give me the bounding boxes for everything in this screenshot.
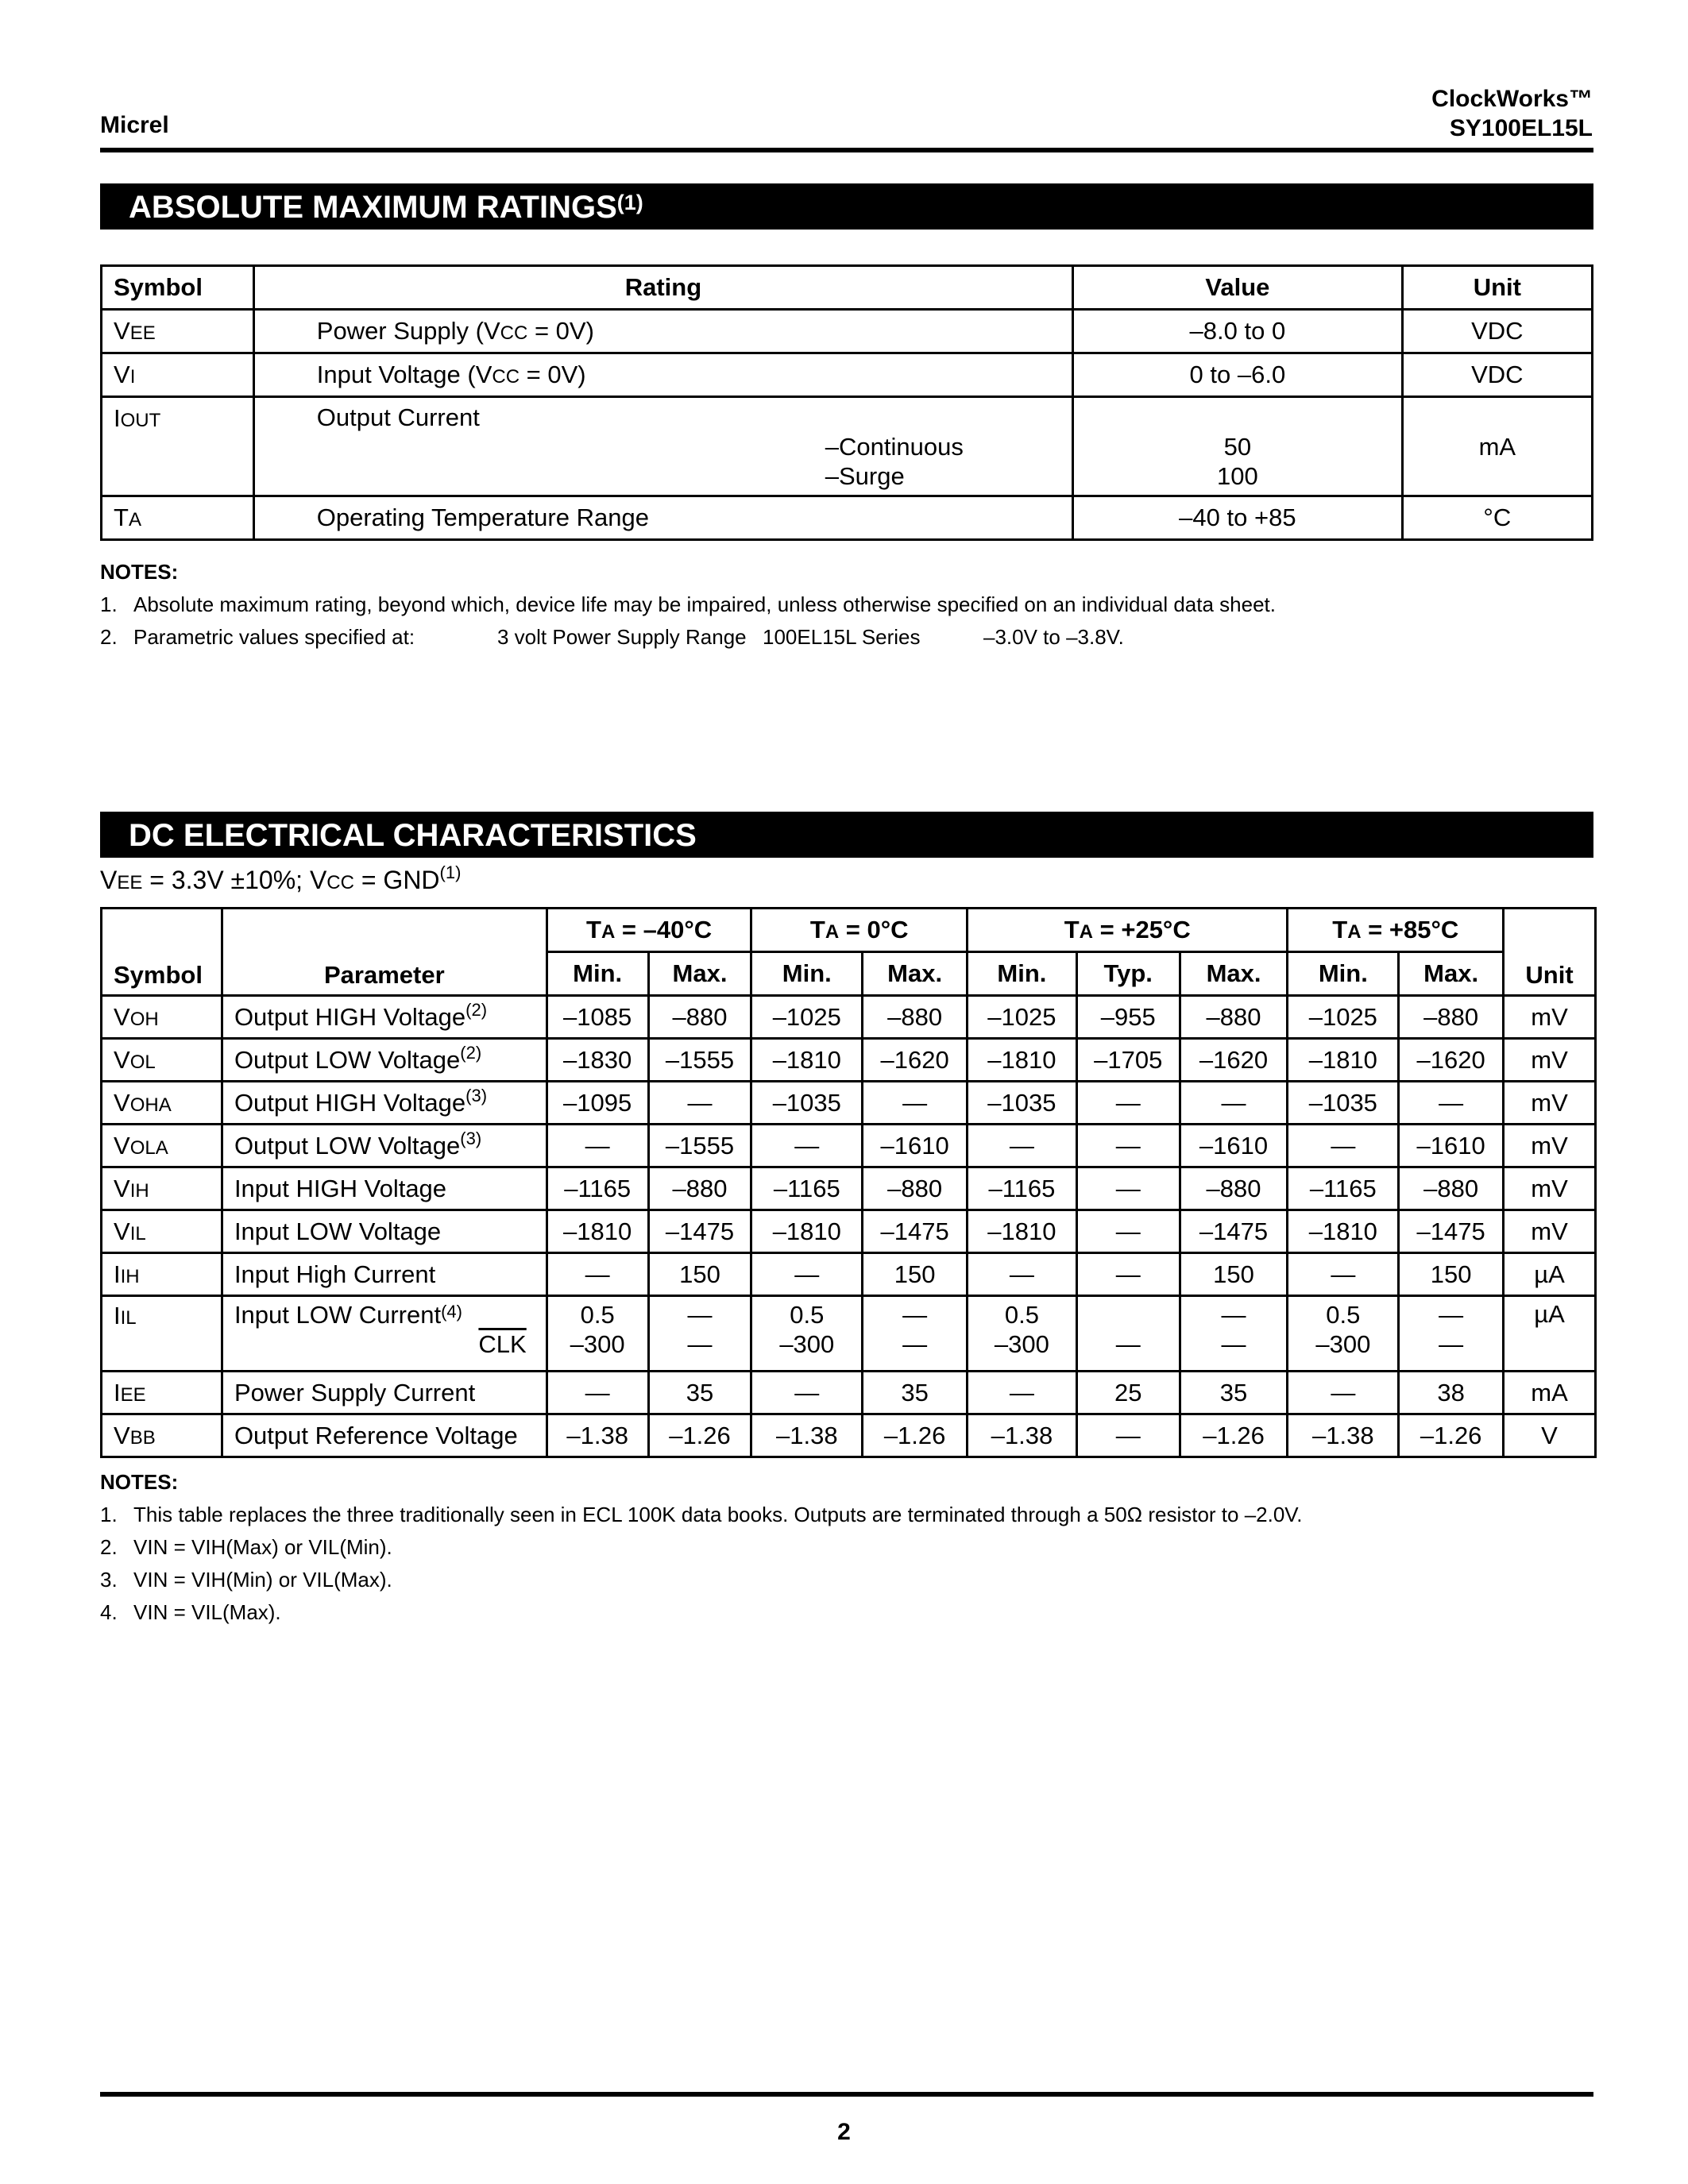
value-cell: –1810 xyxy=(968,1210,1077,1253)
value-cell: –1.38 xyxy=(1288,1414,1399,1457)
product-line: ClockWorks™ xyxy=(1431,86,1593,112)
notes-title: NOTES: xyxy=(100,560,179,584)
value-cell: –880 xyxy=(648,996,751,1039)
unit-cell: mV xyxy=(1504,1167,1596,1210)
doc-header-right xyxy=(1431,84,1593,143)
value-cell: — xyxy=(1288,1253,1399,1296)
value-cell: –1610 xyxy=(1399,1125,1504,1167)
temp-header: TA = 0°C xyxy=(751,909,968,952)
value-cell: –1475 xyxy=(1180,1210,1288,1253)
unit-cell: mV xyxy=(1504,1082,1596,1125)
value-cell: –1610 xyxy=(1180,1125,1288,1167)
value-cell: –8.0 to 0 xyxy=(1073,310,1403,353)
value-cell: — xyxy=(1076,1125,1180,1167)
value-cell: –1475 xyxy=(648,1210,751,1253)
symbol-cell: VEE xyxy=(102,310,254,353)
unit-cell: VDC xyxy=(1402,353,1592,397)
value-cell: — xyxy=(968,1125,1077,1167)
value-cell: –1705 xyxy=(1076,1039,1180,1082)
col-min: Min. xyxy=(968,952,1077,996)
table-row xyxy=(102,1039,1596,1082)
table-row xyxy=(102,496,1593,540)
amr-table xyxy=(100,264,1593,541)
note-item: 2. Parametric values specified at: 3 volt Power Supply Range 100EL15L Series –3.0V to –3.8V. xyxy=(100,625,1124,649)
value-cell: –880 xyxy=(1399,1167,1504,1210)
dc-notes xyxy=(100,1466,1303,1629)
value-cell: — xyxy=(1076,1210,1180,1253)
value-cell: 25 xyxy=(1076,1372,1180,1414)
symbol-cell: VBB xyxy=(102,1414,222,1457)
value-cell: –1095 xyxy=(547,1082,648,1125)
value-cell: — xyxy=(1076,1082,1180,1125)
company-name: Micrel xyxy=(100,112,169,138)
value-cell: — xyxy=(751,1372,863,1414)
col-max: Max. xyxy=(648,952,751,996)
col-max: Max. xyxy=(1399,952,1504,996)
parameter-cell: Input HIGH Voltage xyxy=(222,1167,547,1210)
value-cell: –880 xyxy=(648,1167,751,1210)
col-typ: Typ. xyxy=(1076,952,1180,996)
dc-rows xyxy=(102,996,1596,1296)
value-cell: — xyxy=(648,1082,751,1125)
unit-cell: °C xyxy=(1402,496,1592,540)
value-cell: 35 xyxy=(863,1372,968,1414)
value-cell: –1.26 xyxy=(1399,1414,1504,1457)
value-cell: –1165 xyxy=(751,1167,863,1210)
value-cell: — — xyxy=(1399,1296,1504,1372)
note-item: 4. VIN = VIL(Max). xyxy=(100,1600,281,1624)
amr-title-ref: (1) xyxy=(616,191,643,214)
value-cell: — xyxy=(1288,1125,1399,1167)
value-cell: 150 xyxy=(648,1253,751,1296)
value-cell: 0.5 –300 xyxy=(751,1296,863,1372)
value-cell: — xyxy=(863,1082,968,1125)
table-row xyxy=(102,1253,1596,1296)
parameter-cell: Power Supply Current xyxy=(222,1372,547,1414)
value-cell: –1610 xyxy=(863,1125,968,1167)
value-cell: — xyxy=(751,1253,863,1296)
col-min: Min. xyxy=(547,952,648,996)
value-cell: –1620 xyxy=(1180,1039,1288,1082)
note-item: 2. VIN = VIH(Max) or VIL(Min). xyxy=(100,1535,392,1559)
rating-cell: Operating Temperature Range xyxy=(253,496,1072,540)
value-cell: — xyxy=(547,1372,648,1414)
unit-cell: mA xyxy=(1402,397,1592,496)
value-cell: –1810 xyxy=(751,1039,863,1082)
temp-header: TA = –40°C xyxy=(547,909,751,952)
symbol-cell: VOHA xyxy=(102,1082,222,1125)
rating-cell: Power Supply (VCC = 0V) xyxy=(253,310,1072,353)
unit-cell: mV xyxy=(1504,1039,1596,1082)
table-row xyxy=(102,1372,1596,1414)
value-cell: –1555 xyxy=(648,1039,751,1082)
value-cell: –1555 xyxy=(648,1125,751,1167)
symbol-cell: TA xyxy=(102,496,254,540)
symbol-cell: VOLA xyxy=(102,1125,222,1167)
value-cell: –1025 xyxy=(968,996,1077,1039)
part-number: SY100EL15L xyxy=(1449,115,1593,141)
temp-header: TA = +85°C xyxy=(1288,909,1504,952)
value-cell: — xyxy=(547,1125,648,1167)
parameter-cell: Input LOW Voltage xyxy=(222,1210,547,1253)
dc-conditions: VEE = 3.3V ±10%; VCC = $GND^{(1)}$ xyxy=(100,862,462,894)
footer-rule xyxy=(100,2092,1593,2097)
amr-title-text: ABSOLUTE MAXIMUM RATINGS xyxy=(129,190,617,225)
temp-header: TA = +25°C xyxy=(968,909,1288,952)
value-cell: 150 xyxy=(1180,1253,1288,1296)
value-cell: — xyxy=(1288,1372,1399,1414)
amr-notes xyxy=(100,556,1276,654)
page-number: 2 xyxy=(837,2119,851,2145)
note-item: 1. Absolute maximum rating, beyond which, device life may be impaired, unless otherwise specified on an individual data sheet. xyxy=(100,592,1276,616)
symbol-cell: IIH xyxy=(102,1253,222,1296)
table-header-row xyxy=(102,266,1593,310)
value-cell: –880 xyxy=(863,1167,968,1210)
value-cell: — — xyxy=(1180,1296,1288,1372)
unit-cell: mV xyxy=(1504,996,1596,1039)
clk-label: $\overline{CLK}$ xyxy=(478,1330,527,1358)
rating-cell: Output Current –Continuous –Surge xyxy=(253,397,1072,496)
col-min: Min. xyxy=(1288,952,1399,996)
value-cell: –1830 xyxy=(547,1039,648,1082)
parameter-cell: Output Reference Voltage xyxy=(222,1414,547,1457)
symbol-cell: IIL xyxy=(102,1296,222,1372)
value-cell: –1.38 xyxy=(751,1414,863,1457)
value-cell: 0.5 –300 xyxy=(968,1296,1077,1372)
parameter-cell: Output LOW Voltage$^{(3)}$ xyxy=(222,1125,547,1167)
value-cell: — xyxy=(1076,1253,1180,1296)
col-min: Min. xyxy=(751,952,863,996)
temp-header-row xyxy=(102,909,1596,952)
value-cell: — xyxy=(1076,1296,1180,1372)
value-cell: –1025 xyxy=(751,996,863,1039)
value-cell: — xyxy=(968,1372,1077,1414)
unit-cell: mA xyxy=(1504,1372,1596,1414)
value-cell: 35 xyxy=(648,1372,751,1414)
value-cell: –1165 xyxy=(1288,1167,1399,1210)
value-cell: — xyxy=(547,1253,648,1296)
unit-cell: mV xyxy=(1504,1210,1596,1253)
rating-cell: Input Voltage (VCC = 0V) xyxy=(253,353,1072,397)
value-cell: –880 xyxy=(1399,996,1504,1039)
col-unit: Unit xyxy=(1504,909,1596,996)
value-cell: –1475 xyxy=(863,1210,968,1253)
value-cell: –1165 xyxy=(968,1167,1077,1210)
table-row xyxy=(102,353,1593,397)
unit-cell: µA xyxy=(1504,1296,1596,1372)
col-symbol: Symbol xyxy=(102,266,254,310)
value-cell: — — xyxy=(648,1296,751,1372)
unit-cell: µA xyxy=(1504,1253,1596,1296)
value-cell: –1620 xyxy=(863,1039,968,1082)
value-cell: –1475 xyxy=(1399,1210,1504,1253)
value-cell: –40 to +85 xyxy=(1073,496,1403,540)
col-value: Value xyxy=(1073,266,1403,310)
value-cell: –880 xyxy=(863,996,968,1039)
unit-cell: mV xyxy=(1504,1125,1596,1167)
value-cell: 38 xyxy=(1399,1372,1504,1414)
symbol-cell: VOH xyxy=(102,996,222,1039)
value-cell: — — xyxy=(863,1296,968,1372)
table-row xyxy=(102,996,1596,1039)
parameter-cell: Output LOW Voltage$^{(2)}$ xyxy=(222,1039,547,1082)
unit-cell: VDC xyxy=(1402,310,1592,353)
col-parameter: Parameter xyxy=(222,909,547,996)
value-cell: –1810 xyxy=(1288,1210,1399,1253)
notes-title: NOTES: xyxy=(100,1470,179,1494)
table-row xyxy=(102,1082,1596,1125)
header-rule xyxy=(100,148,1593,152)
value-cell: –1810 xyxy=(968,1039,1077,1082)
symbol-cell: VOL xyxy=(102,1039,222,1082)
value-cell: –1.26 xyxy=(648,1414,751,1457)
symbol-cell: VI xyxy=(102,353,254,397)
dc-rows xyxy=(102,1372,1596,1457)
value-cell: –1.26 xyxy=(1180,1414,1288,1457)
value-cell: — xyxy=(968,1253,1077,1296)
dc-table xyxy=(100,907,1597,1458)
value-cell: — xyxy=(751,1125,863,1167)
value-cell: — xyxy=(1180,1082,1288,1125)
value-cell: –955 xyxy=(1076,996,1180,1039)
value-cell: — xyxy=(1076,1414,1180,1457)
parameter-cell: Output HIGH Voltage$^{(2)}$ xyxy=(222,996,547,1039)
symbol-cell: VIL xyxy=(102,1210,222,1253)
table-row xyxy=(102,1210,1596,1253)
unit-cell: V xyxy=(1504,1414,1596,1457)
value-cell: –1810 xyxy=(751,1210,863,1253)
parameter-cell: Output HIGH Voltage$^{(3)}$ xyxy=(222,1082,547,1125)
col-rating: Rating xyxy=(253,266,1072,310)
col-max: Max. xyxy=(863,952,968,996)
value-cell: 0.5 –300 xyxy=(547,1296,648,1372)
amr-section-title xyxy=(100,183,1593,230)
value-cell: — xyxy=(1399,1082,1504,1125)
value-cell: –880 xyxy=(1180,996,1288,1039)
col-max: Max. xyxy=(1180,952,1288,996)
note-item: 1. This table replaces the three traditionally seen in ECL 100K data books. Outputs are terminated through a 50Ω resistor to –2.0V. xyxy=(100,1503,1303,1526)
table-row xyxy=(102,1414,1596,1457)
col-unit: Unit xyxy=(1402,266,1592,310)
value-cell: 0 to –6.0 xyxy=(1073,353,1403,397)
table-row xyxy=(102,397,1593,496)
value-cell: –1085 xyxy=(547,996,648,1039)
value-cell: –1.38 xyxy=(547,1414,648,1457)
value-cell: –880 xyxy=(1180,1167,1288,1210)
value-cell: –1.38 xyxy=(968,1414,1077,1457)
value-cell: 35 xyxy=(1180,1372,1288,1414)
value-cell: –1810 xyxy=(547,1210,648,1253)
symbol-cell: IEE xyxy=(102,1372,222,1414)
parameter-cell: Input High Current xyxy=(222,1253,547,1296)
value-cell: 150 xyxy=(863,1253,968,1296)
value-cell: –1035 xyxy=(751,1082,863,1125)
symbol-cell: VIH xyxy=(102,1167,222,1210)
table-row xyxy=(102,1167,1596,1210)
value-cell: –1810 xyxy=(1288,1039,1399,1082)
value-cell: –1025 xyxy=(1288,996,1399,1039)
value-cell: 50 100 xyxy=(1073,397,1403,496)
parameter-cell: Input LOW Current$^{(4)}$ $\overline{CLK}$ xyxy=(222,1296,547,1372)
value-cell: –1035 xyxy=(1288,1082,1399,1125)
table-row xyxy=(102,1296,1596,1372)
dc-section-title: DC ELECTRICAL CHARACTERISTICS xyxy=(100,812,1593,858)
value-cell: 150 xyxy=(1399,1253,1504,1296)
value-cell: 0.5 –300 xyxy=(1288,1296,1399,1372)
value-cell: –1620 xyxy=(1399,1039,1504,1082)
value-cell: –1165 xyxy=(547,1167,648,1210)
table-row xyxy=(102,1125,1596,1167)
note-item: 3. VIN = VIH(Min) or VIL(Max). xyxy=(100,1568,392,1592)
col-symbol: Symbol xyxy=(102,909,222,996)
value-cell: –1035 xyxy=(968,1082,1077,1125)
value-cell: –1.26 xyxy=(863,1414,968,1457)
value-cell: — xyxy=(1076,1167,1180,1210)
symbol-cell: IOUT xyxy=(102,397,254,496)
table-row xyxy=(102,310,1593,353)
